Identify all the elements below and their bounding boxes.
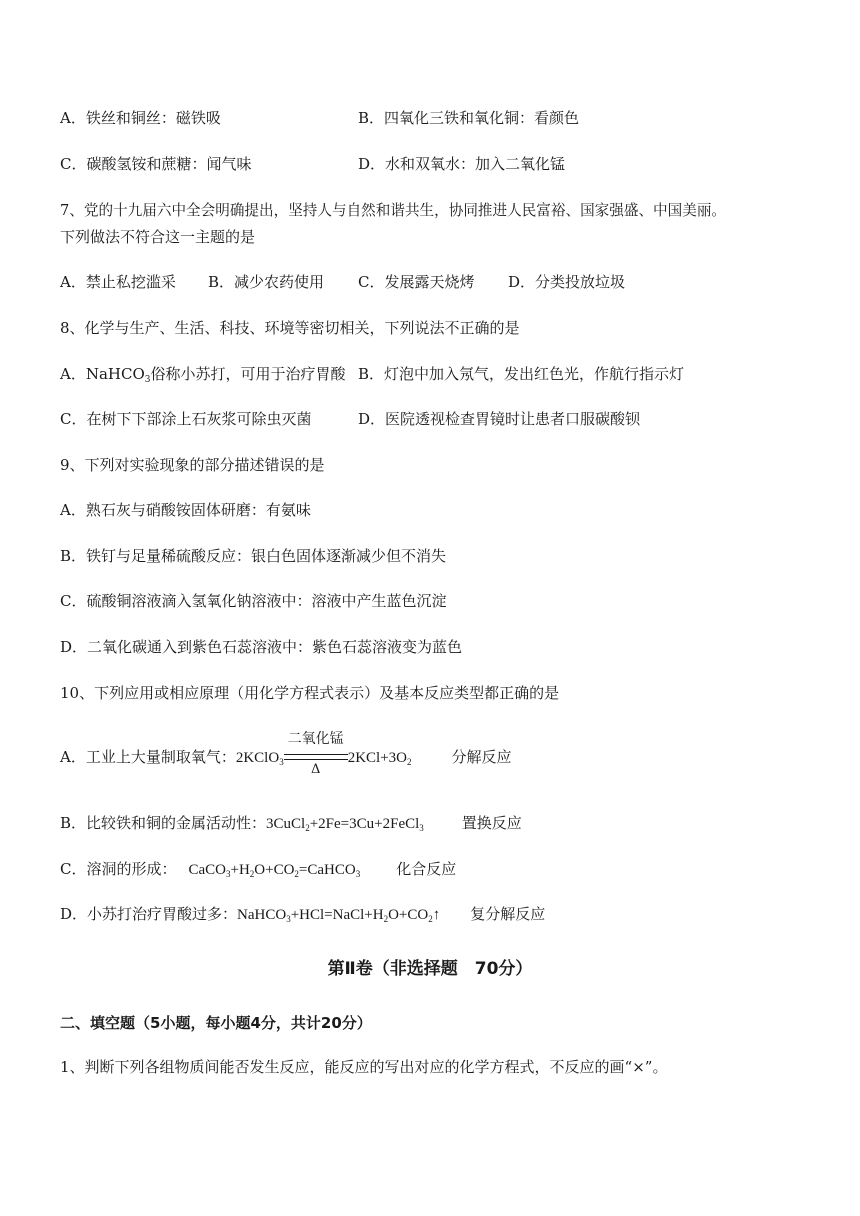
q7-option-d: D．分类投放垃圾: [508, 273, 626, 291]
heat-symbol: Δ: [310, 762, 321, 777]
q10-option-d-label: D．小苏打治疗胃酸过多：: [60, 905, 238, 923]
q10-stem: 10、下列应用或相应原理（用化学方程式表示）及基本反应类型都正确的是: [60, 684, 560, 702]
q10-option-b-type: 置换反应: [461, 814, 522, 832]
q10-option-c-label: C．溶洞的形成：: [60, 860, 177, 878]
q8-option-d: D．医院透视检查胃镜时让患者口服碳酸钡: [358, 410, 641, 428]
section-heading: 二、填空题（5小题，每小题4分，共计20分）: [60, 1014, 372, 1032]
q8-option-row-2: [60, 409, 640, 429]
q7-stem-line1: 7、党的十九届六中全会明确提出，坚持人与自然和谐共生，协同推进人民富裕、国家强盛、中国美丽。: [60, 202, 727, 219]
q8-option-b: B．灯泡中加入氖气，发出红色光，作航行指示灯: [358, 365, 685, 383]
reaction-condition-arrow: [284, 731, 348, 777]
q9-stem: 9、下列对实验现象的部分描述错误的是: [60, 456, 325, 474]
q6-option-d: D．水和双氧水：加入二氧化锰: [358, 155, 566, 173]
q9-option-a: A．熟石灰与硝酸铵固体研磨：有氨味: [60, 501, 311, 519]
q10-option-d-equation: $NaHCO_3+HCl=NaCl+H_2O+CO_2↑$: [237, 907, 441, 924]
q10-option-a-reactant: 2KClO$_3$: [235, 750, 284, 767]
q6-option-b: B．四氧化三铁和氧化铜：看颜色: [358, 109, 580, 127]
q10-option-a: [60, 731, 512, 777]
q7-option-b: B．减少农药使用: [208, 273, 325, 291]
q7-option-c: C．发展露天烧烤: [358, 273, 475, 291]
q10-option-a-product: $2KCl+3O_2$: [347, 750, 412, 767]
q7-options: [60, 272, 625, 292]
q10-option-b: [60, 813, 522, 838]
q10-option-c-equation: $CaCO_3+H_2O+CO_2=CaHCO_3$: [188, 862, 361, 879]
q8-option-row-1: [60, 364, 684, 390]
q10-option-d-type: 复分解反应: [470, 905, 546, 923]
q10-option-a-type: 分解反应: [451, 748, 512, 766]
q10-option-c: [60, 859, 456, 884]
q6-option-row-2: [60, 154, 565, 174]
q10-option-b-equation: 3CuCl$_2$+2Fe=3Cu+2FeCl$_3$: [266, 816, 424, 833]
q9-option-b: B．铁钉与足量稀硫酸反应：银白色固体逐渐减少但不消失: [60, 547, 447, 565]
q10-option-b-label: B．比较铁和铜的金属活动性：: [60, 814, 267, 832]
q8-option-a: A．NaHCO$_3$俗称小苏打，可用于治疗胃酸: [60, 365, 346, 385]
q6-option-a: A．铁丝和铜丝：磁铁吸: [60, 109, 221, 127]
q8-option-c: C．在树下下部涂上石灰浆可除虫灭菌: [60, 410, 312, 428]
part2-title: 第Ⅱ卷（非选择题 70分）: [327, 959, 533, 979]
q6-option-row-1: [60, 108, 579, 128]
q10-option-a-label: A．工业上大量制取氧气：: [60, 748, 236, 766]
q8-stem: 8、化学与生产、生活、科技、环境等密切相关，下列说法不正确的是: [60, 319, 520, 337]
q6-option-c: C．碳酸氢铵和蔗糖：闻气味: [60, 155, 252, 173]
part2-question-1: 1、判断下列各组物质间能否发生反应，能反应的写出对应的化学方程式，不反应的画“×”。: [60, 1058, 668, 1076]
q10-option-d: [60, 904, 545, 929]
q9-option-c: C．硫酸铜溶液滴入氢氧化钠溶液中：溶液中产生蓝色沉淀: [60, 592, 447, 610]
q9-option-d: D．二氧化碳通入到紫色石蕊溶液中：紫色石蕊溶液变为蓝色: [60, 638, 463, 656]
q7-stem-line2: 下列做法不符合这一主题的是: [60, 228, 256, 246]
q7-option-a: A．禁止私挖滥采: [60, 273, 176, 291]
q10-option-c-type: 化合反应: [396, 860, 457, 878]
catalyst-label: 二氧化锰: [287, 731, 344, 747]
double-line-equals: [284, 754, 348, 760]
